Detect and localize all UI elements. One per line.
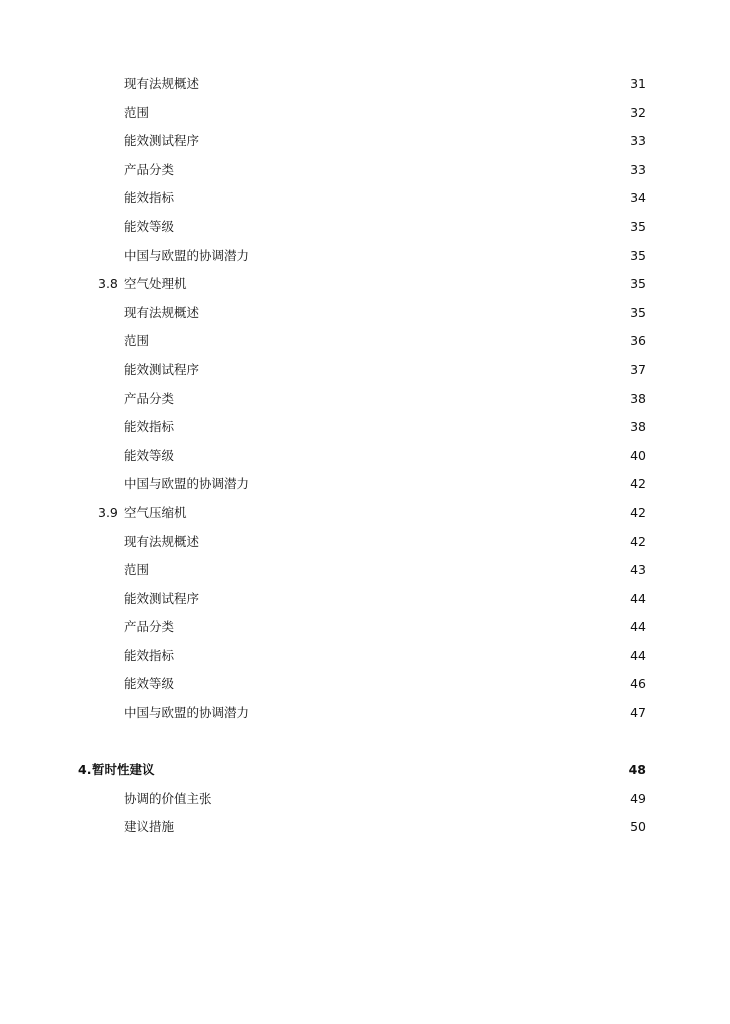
toc-entry-title: 能效等级 xyxy=(124,447,175,463)
toc-entry-page-number: 48 xyxy=(628,762,646,778)
toc-entry-title: 能效指标 xyxy=(124,647,175,663)
toc-entry-title: 暂时性建议 xyxy=(92,762,155,778)
toc-entry-title: 协调的价值主张 xyxy=(124,790,212,806)
toc-subsection-entry[interactable] xyxy=(0,470,730,499)
toc-entry-page-number: 35 xyxy=(630,218,646,234)
toc-entry-title: 能效测试程序 xyxy=(124,133,200,149)
toc-entry-page-number: 50 xyxy=(630,819,646,835)
toc-entry-page-number: 42 xyxy=(630,476,646,492)
toc-entry-page-number: 44 xyxy=(630,619,646,635)
toc-subsection-entry[interactable] xyxy=(0,70,730,99)
toc-entry-page-number: 40 xyxy=(630,447,646,463)
toc-entry-title: 范围 xyxy=(124,104,150,120)
toc-entry-page-number: 49 xyxy=(630,790,646,806)
toc-entry-page-number: 47 xyxy=(630,705,646,721)
toc-subsection-entry[interactable] xyxy=(0,528,730,557)
table-of-contents xyxy=(0,70,730,842)
toc-subsection-entry[interactable] xyxy=(0,442,730,471)
toc-entry-title: 范围 xyxy=(124,333,150,349)
toc-subsection-entry[interactable] xyxy=(0,242,730,271)
toc-subsection-entry[interactable] xyxy=(0,613,730,642)
toc-subsection-entry[interactable] xyxy=(0,99,730,128)
toc-entry-page-number: 33 xyxy=(630,133,646,149)
toc-section-entry[interactable] xyxy=(0,270,730,299)
toc-subsection-entry[interactable] xyxy=(0,184,730,213)
toc-subsection-entry[interactable] xyxy=(0,785,730,814)
toc-entry-title: 空气处理机 xyxy=(124,276,187,292)
toc-entry-page-number: 34 xyxy=(630,190,646,206)
toc-entry-page-number: 36 xyxy=(630,333,646,349)
toc-subsection-entry[interactable] xyxy=(0,385,730,414)
toc-entry-page-number: 35 xyxy=(630,247,646,263)
toc-entry-title: 现有法规概述 xyxy=(124,304,200,320)
toc-entry-page-number: 46 xyxy=(630,676,646,692)
toc-subsection-entry[interactable] xyxy=(0,327,730,356)
toc-entry-title: 中国与欧盟的协调潜力 xyxy=(124,705,250,721)
toc-entry-number: 3.9 xyxy=(98,504,118,520)
toc-entry-title: 中国与欧盟的协调潜力 xyxy=(124,247,250,263)
toc-entry-page-number: 43 xyxy=(630,562,646,578)
toc-subsection-entry[interactable] xyxy=(0,699,730,728)
toc-entry-page-number: 42 xyxy=(630,504,646,520)
toc-entry-page-number: 42 xyxy=(630,533,646,549)
toc-entry-title: 能效测试程序 xyxy=(124,361,200,377)
toc-subsection-entry[interactable] xyxy=(0,556,730,585)
toc-entry-title: 产品分类 xyxy=(124,619,175,635)
toc-entry-title: 产品分类 xyxy=(124,161,175,177)
toc-entry-page-number: 44 xyxy=(630,590,646,606)
toc-entry-page-number: 32 xyxy=(630,104,646,120)
toc-subsection-entry[interactable] xyxy=(0,156,730,185)
toc-section-entry[interactable] xyxy=(0,499,730,528)
toc-entry-title: 现有法规概述 xyxy=(124,533,200,549)
toc-subsection-entry[interactable] xyxy=(0,585,730,614)
toc-subsection-entry[interactable] xyxy=(0,813,730,842)
toc-entry-page-number: 38 xyxy=(630,419,646,435)
toc-entry-title: 空气压缩机 xyxy=(124,504,187,520)
toc-entry-title: 范围 xyxy=(124,562,150,578)
toc-entry-title: 现有法规概述 xyxy=(124,76,200,91)
toc-subsection-entry[interactable] xyxy=(0,642,730,671)
toc-entry-page-number: 44 xyxy=(630,647,646,663)
toc-entry-title: 能效指标 xyxy=(124,190,175,206)
toc-subsection-entry[interactable] xyxy=(0,299,730,328)
toc-subsection-entry[interactable] xyxy=(0,413,730,442)
toc-subsection-entry[interactable] xyxy=(0,213,730,242)
toc-chapter-entry[interactable] xyxy=(0,756,730,785)
toc-entry-page-number: 38 xyxy=(630,390,646,406)
toc-subsection-entry[interactable] xyxy=(0,670,730,699)
toc-entry-number: 4. xyxy=(78,762,92,778)
toc-entry-page-number: 37 xyxy=(630,361,646,377)
toc-entry-title: 产品分类 xyxy=(124,390,175,406)
toc-entry-page-number: 35 xyxy=(630,304,646,320)
toc-entry-page-number: 33 xyxy=(630,161,646,177)
toc-subsection-entry[interactable] xyxy=(0,356,730,385)
toc-entry-title: 能效指标 xyxy=(124,419,175,435)
toc-entry-title: 建议措施 xyxy=(124,819,175,835)
toc-entry-page-number: 31 xyxy=(630,76,646,91)
toc-entry-title: 能效等级 xyxy=(124,676,175,692)
toc-entry-title: 能效等级 xyxy=(124,218,175,234)
toc-entry-page-number: 35 xyxy=(630,276,646,292)
toc-entry-title: 能效测试程序 xyxy=(124,590,200,606)
toc-entry-number: 3.8 xyxy=(98,276,118,292)
toc-entry-title: 中国与欧盟的协调潜力 xyxy=(124,476,250,492)
toc-subsection-entry[interactable] xyxy=(0,127,730,156)
